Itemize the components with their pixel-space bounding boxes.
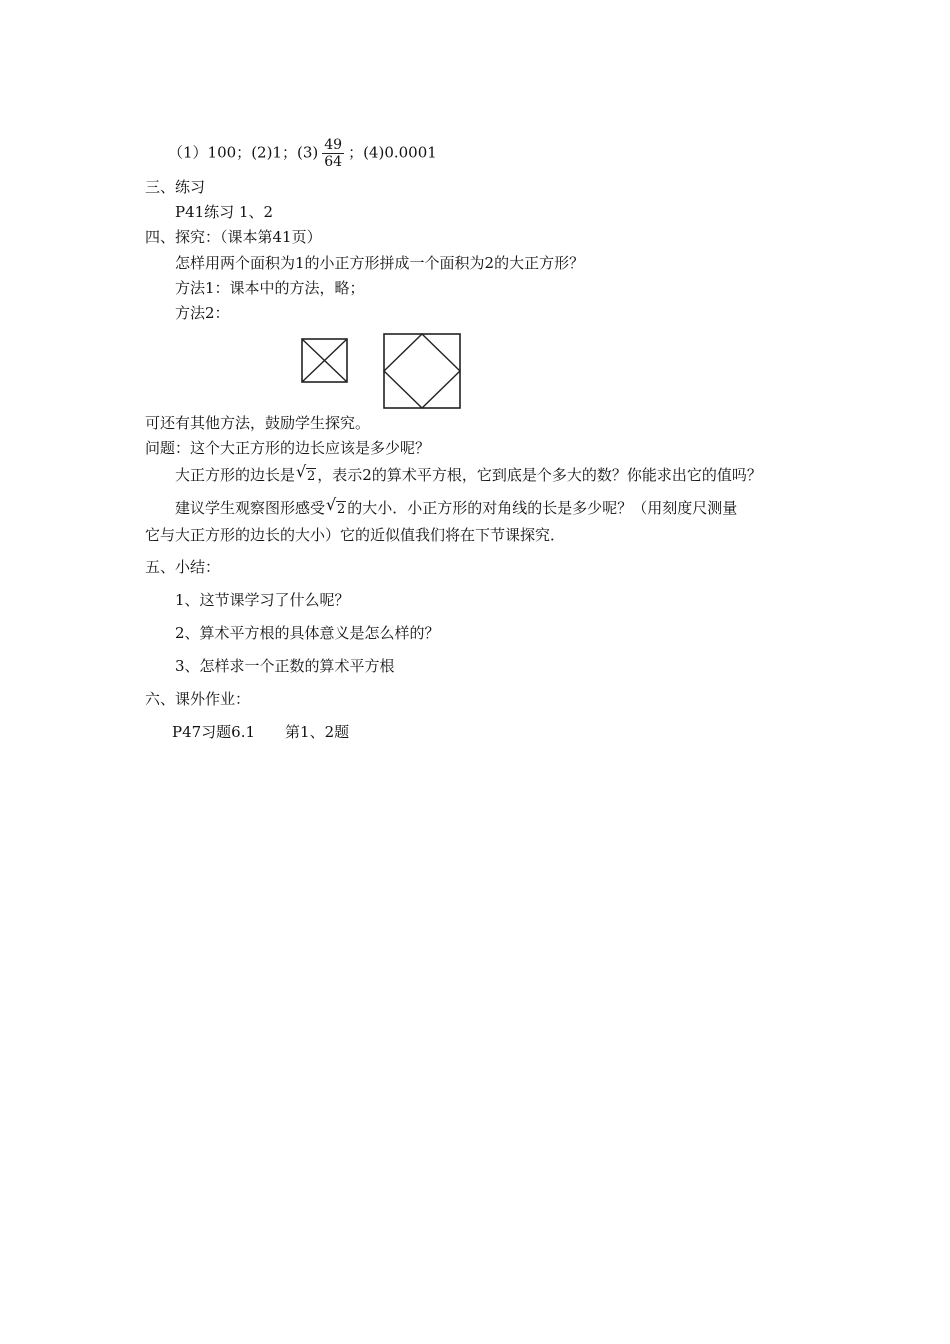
section-3-heading: 三、练习	[145, 178, 206, 196]
sqrt-2: √ 2	[296, 462, 316, 484]
summary-item: 2、算术平方根的具体意义是怎么样的？	[175, 624, 440, 642]
fraction-denominator: 64	[324, 154, 343, 170]
fraction-49-64	[322, 137, 344, 170]
method-1: 方法1：课本中的方法，略；	[175, 279, 365, 297]
method-2: 方法2：	[175, 304, 230, 322]
sqrt-2: √ 2	[326, 495, 346, 517]
answer-2: (2)1；	[251, 143, 297, 162]
large-square-figure	[382, 332, 462, 410]
radical-sign: √	[296, 462, 307, 481]
summary-item: 1、这节课学习了什么呢？	[175, 591, 350, 609]
section-4-question: 怎样用两个面积为1的小正方形拼成一个面积为2的大正方形？	[175, 254, 585, 272]
summary-item: 3、怎样求一个正数的算术平方根	[175, 657, 395, 675]
answers-line	[168, 137, 437, 170]
answer-1: （1）100；	[168, 143, 252, 162]
answer-3-label: (3)	[296, 143, 319, 162]
section-4-heading: 四、探究：（课本第41页）	[145, 228, 322, 246]
more-methods: 可还有其他方法，鼓励学生探究。	[145, 414, 371, 432]
small-square-figure	[300, 337, 350, 385]
radical-sign: √	[326, 495, 337, 514]
question-line: 问题：这个大正方形的边长应该是多少呢？	[145, 439, 431, 457]
suggest-line-1: 建议学生观察图形感受 √ 2 的大小．小正方形的对角线的长是多少呢？（用刻度尺测量	[175, 498, 737, 520]
answer-3-sep: ；	[348, 143, 364, 162]
suggest-line-2: 它与大正方形的边长的大小）它的近似值我们将在下节课探究．	[145, 526, 566, 544]
big-side-line: 大正方形的边长是 √ 2 ，表示2的算术平方根，它到底是个多大的数？你能求出它的值吗？	[175, 465, 762, 487]
fraction-numerator: 49	[324, 137, 343, 153]
homework-line: P47习题6.1 第1、2题	[172, 723, 350, 741]
section-3-line: P41练习 1、2	[175, 203, 274, 221]
answer-4: (4)0.0001	[363, 143, 437, 162]
section-5-heading: 五、小结：	[145, 558, 221, 576]
section-6-heading: 六、课外作业：	[145, 690, 251, 708]
